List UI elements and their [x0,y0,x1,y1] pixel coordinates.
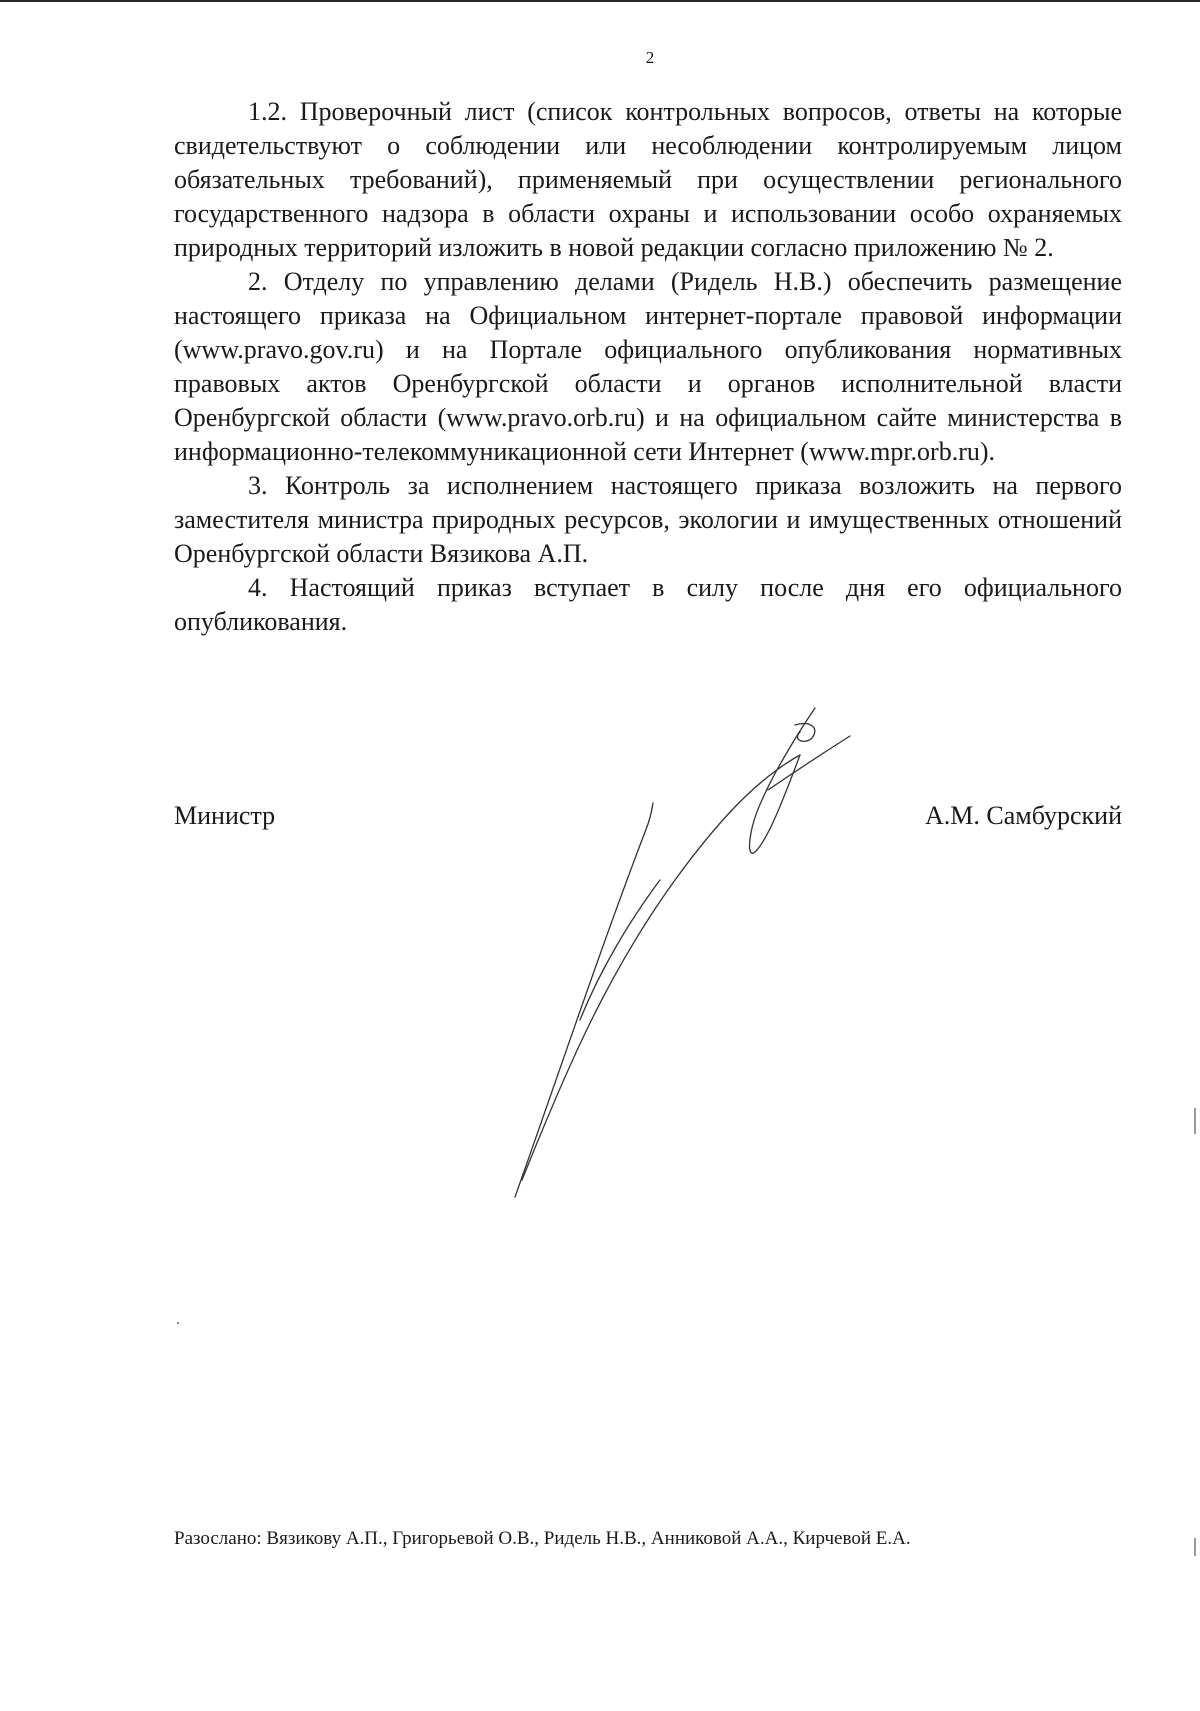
paragraph-1-2: 1.2. Проверочный лист (список контрольных вопросов, ответы на которые свидетельствуют о соблюдении или несоблюдении контролируемым лицом обязательных требований), применяемый при осуществлении регионального государственного надзора в области охраны и использовании особо охраняемых природных территорий изложить в новой редакции согласно приложению № 2. [174,97,1122,262]
paragraph-2: 2. Отделу по управлению делами (Ридель Н.В.) обеспечить размещение настоящего приказа на Официальном интернет-портале правовой информации (www.pravo.gov.ru) и на Портале официального опубликования нормативных правовых актов Оренбургской области и органов исполнительной власти Оренбургской области (www.pravo.orb.ru) и на официальном сайте министерства в информационно-телекоммуникационной сети Интернет (www.mpr.orb.ru). [174,267,1122,466]
page-number: 2 [645,48,655,67]
document-body [174,95,1122,639]
paragraph-4: 4. Настоящий приказ вступает в силу после дня его официального опубликования. [174,573,1122,636]
signer-name: А.М. Самбурский [925,801,1122,830]
signer-position: Министр [174,801,276,830]
scan-speck [177,1322,179,1324]
handwritten-signature-icon [500,700,920,1220]
scan-top-edge [0,0,1200,2]
distribution-list: Разослано: Вязикову А.П., Григорьевой О.В., Ридель Н.В., Анниковой А.А., Кирчевой Е.А. [174,1528,911,1549]
scan-edge-mark [1194,1538,1196,1556]
scan-edge-mark [1194,1108,1196,1134]
paragraph-3: 3. Контроль за исполнением настоящего приказа возложить на первого заместителя министра природных ресурсов, экологии и имущественных отношений Оренбургской области Вязикова А.П. [174,471,1122,568]
